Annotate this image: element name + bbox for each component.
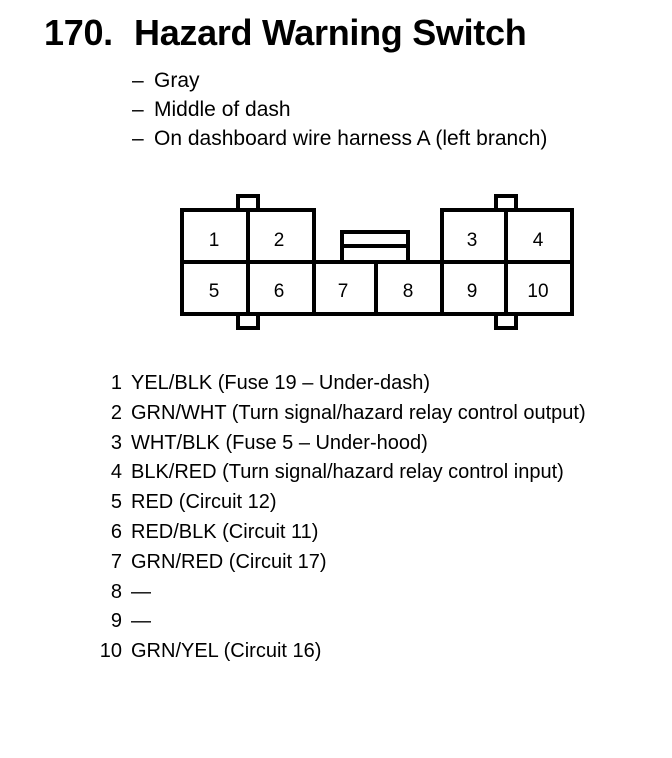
pin-description: GRN/RED (Circuit 17) [131,550,327,573]
pin-number: 2 [110,401,122,424]
dash-marker: – [132,69,144,92]
pin-number: 9 [110,610,122,633]
center-key [342,232,408,262]
pin-description: — [131,610,151,633]
terminal-3-label: 3 [466,230,478,251]
pin-number: 5 [110,491,122,514]
pinout-list [96,369,586,667]
top-right-lock-tab [496,196,516,210]
pin-number: 10 [99,640,122,663]
pinout-row [96,399,586,429]
terminal-6-label: 6 [273,281,285,302]
pin-number: 6 [110,520,122,543]
pinout-row [96,518,586,548]
pin-number: 1 [110,372,122,394]
top-left-lock-tab [238,196,258,210]
terminal-4-label: 4 [532,230,544,251]
terminal-7-label: 7 [337,281,349,302]
pinout-row [96,548,586,578]
pinout-row [96,637,586,667]
pin-description: YEL/BLK (Fuse 19 – Under-dash) [131,372,431,394]
pin-description: WHT/BLK (Fuse 5 – Under-hood) [131,431,428,454]
bottom-left-lock-tab [238,314,258,328]
terminal-9-label: 9 [466,281,478,302]
pin-description: RED (Circuit 12) [131,491,277,514]
pinout-row [96,429,586,459]
pin-number: 8 [110,580,122,603]
pin-description: GRN/YEL (Circuit 16) [131,640,322,663]
component-name: Hazard Warning Switch [134,12,527,53]
pin-description: BLK/RED (Turn signal/hazard relay control input) [131,461,564,484]
component-number: 170. [44,12,113,53]
pin-description: RED/BLK (Circuit 11) [131,520,319,543]
terminal-1-label: 1 [208,230,220,251]
detail-color: Gray [154,69,200,92]
pinout-row [96,369,586,399]
bottom-right-lock-tab [496,314,516,328]
pin-number: 4 [110,461,122,484]
pin-number: 3 [110,431,122,454]
dash-marker: – [132,98,144,121]
pinout-row [96,458,586,488]
pin-description: GRN/WHT (Turn signal/hazard relay control output) [131,401,586,424]
pin-description: — [131,580,151,603]
pin-number: 7 [110,550,122,573]
terminal-2-label: 2 [273,230,285,251]
pinout-row [96,488,586,518]
pinout-row [96,607,586,637]
terminal-5-label: 5 [208,281,220,302]
dash-marker: – [132,127,144,150]
pinout-row [96,578,586,608]
terminal-8-label: 8 [402,281,414,302]
detail-harness: On dashboard wire harness A (left branch) [154,127,548,150]
terminal-10-label: 10 [527,281,549,302]
detail-location: Middle of dash [154,98,291,121]
